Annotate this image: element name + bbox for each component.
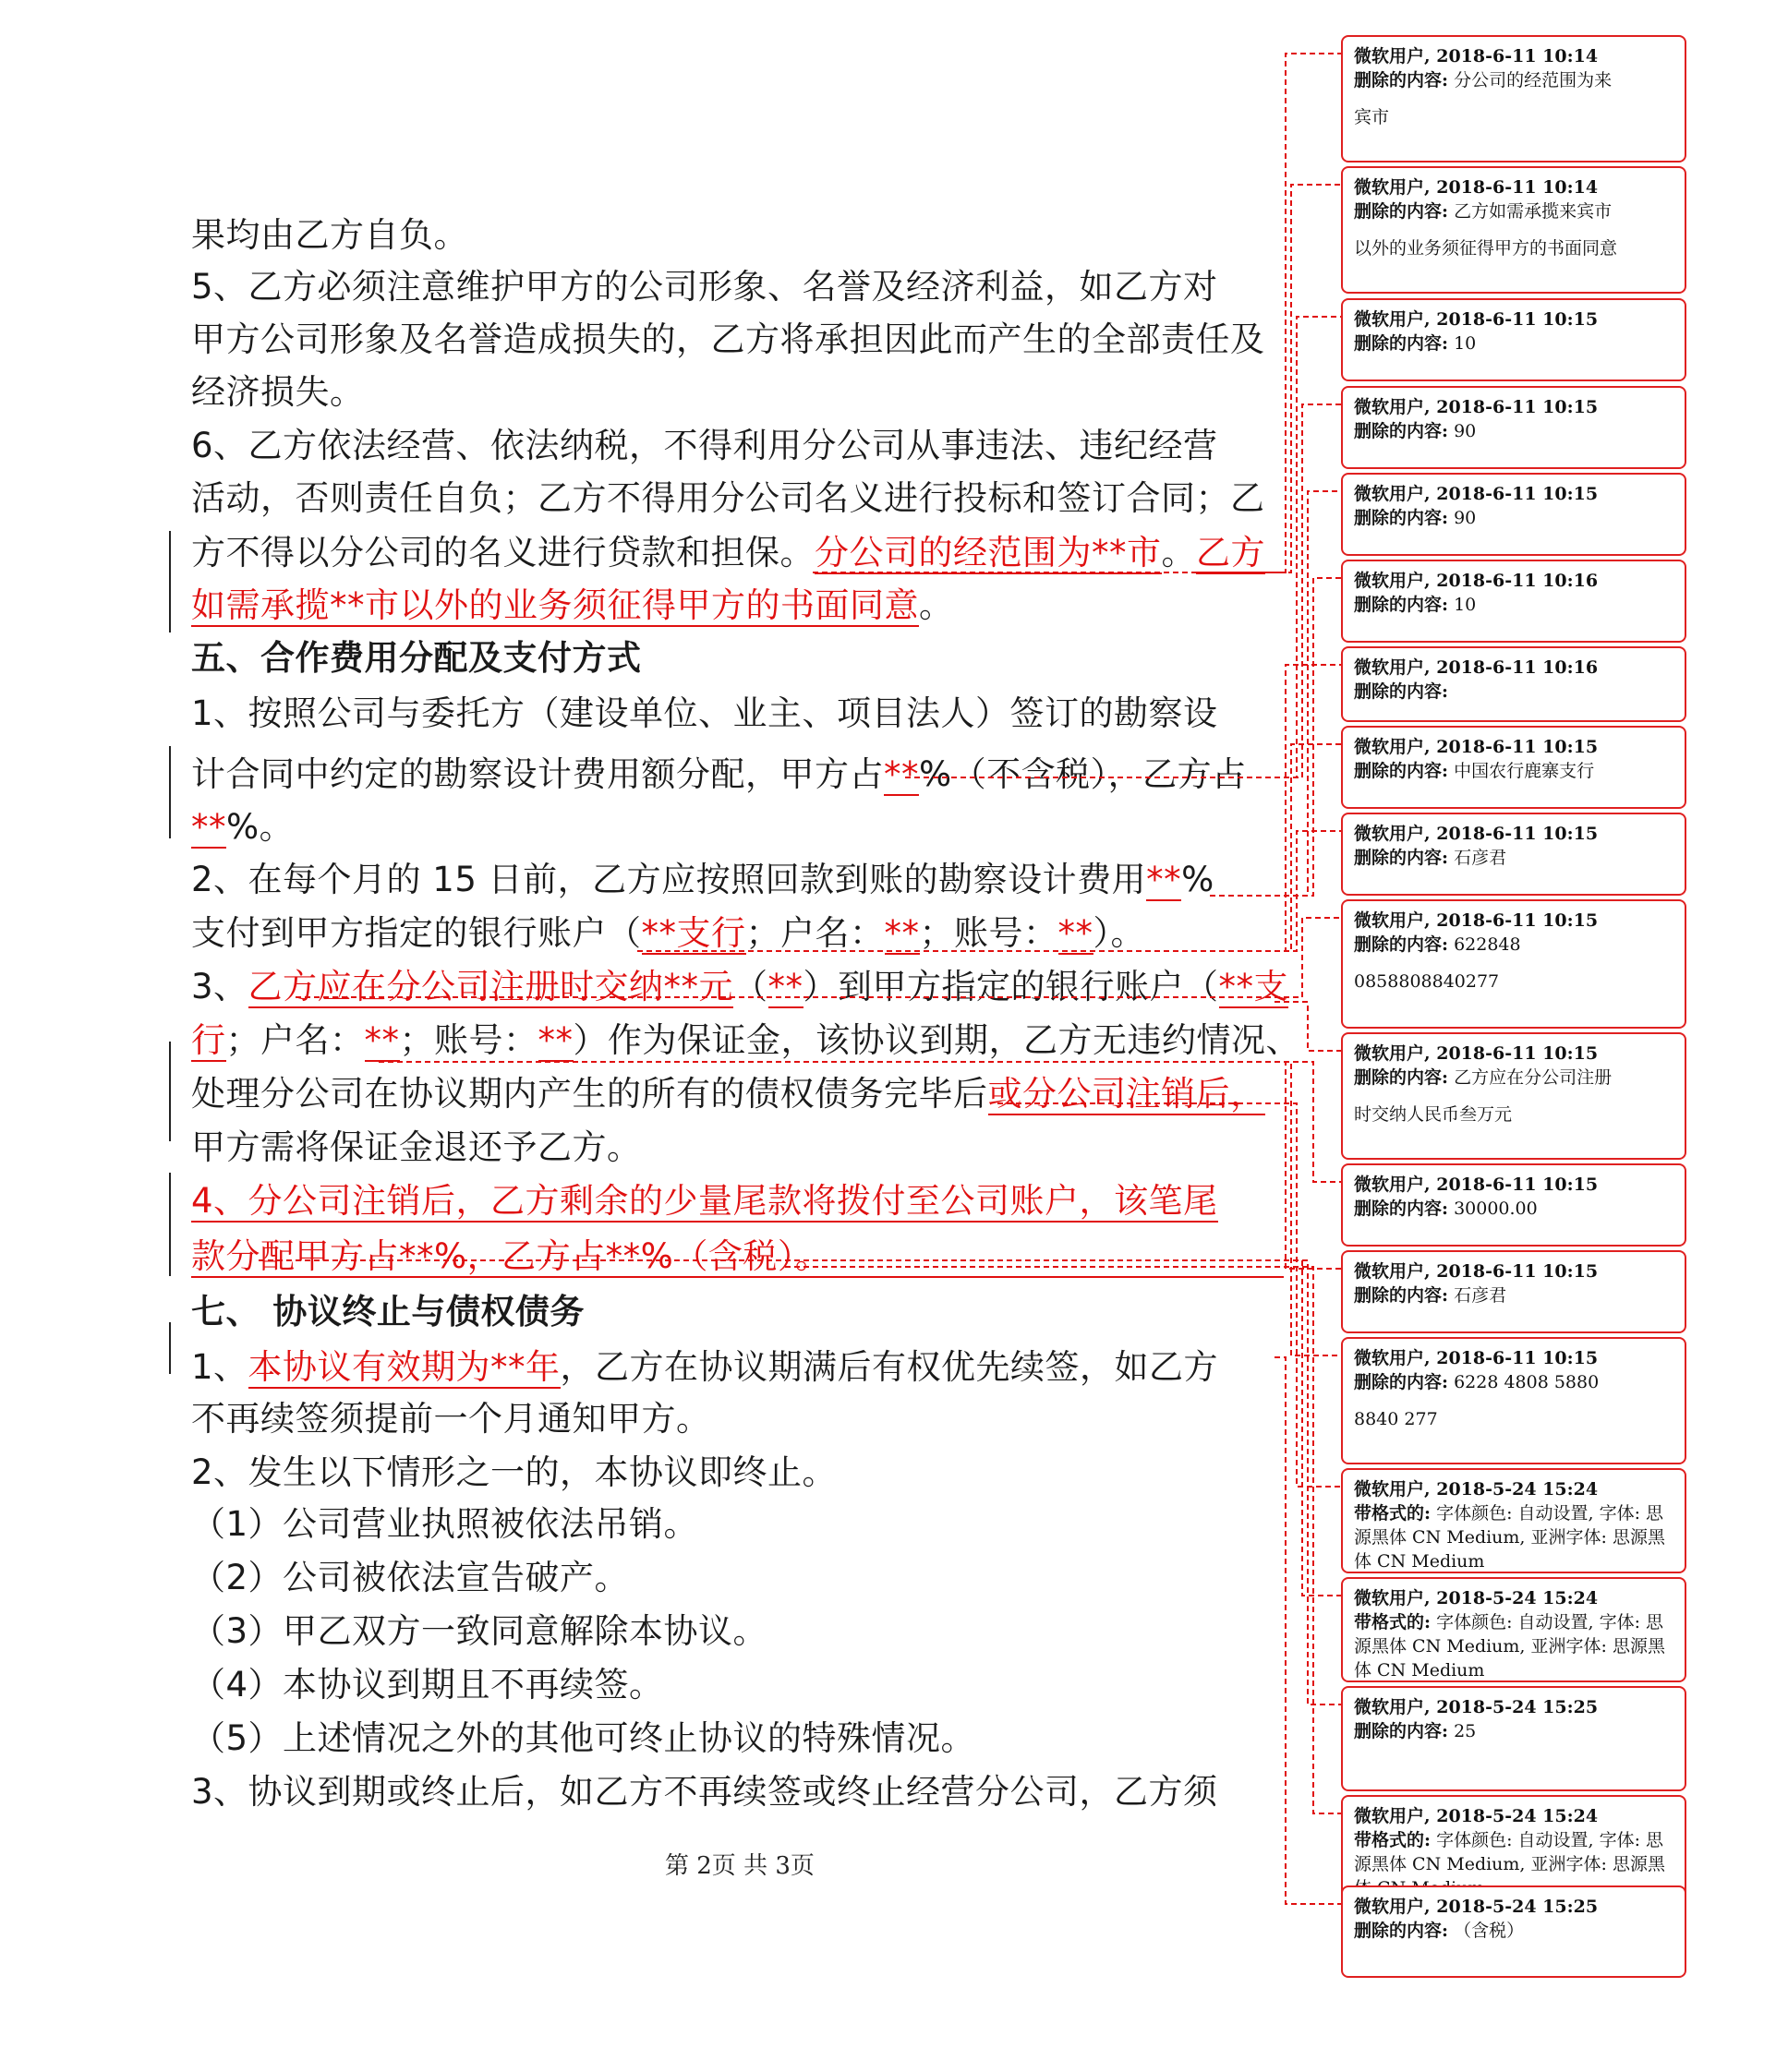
comment-text: 中国农行鹿寨支行 [1454, 761, 1595, 781]
document-line [191, 1610, 767, 1653]
tracked-insertion: ** [767, 967, 803, 1006]
comment-text: 乙方如需承揽来宾市 [1454, 201, 1613, 222]
change-bar [169, 746, 171, 838]
text-run: 1、按照公司与委托方（建设单位、业主、项目法人）签订的勘察设 [191, 693, 1218, 733]
document-line [191, 1073, 1265, 1115]
comment-balloon[interactable] [1341, 386, 1686, 469]
document-line [191, 1664, 664, 1706]
comment-author: 微软用户, 2018-6-11 10:14 [1354, 177, 1599, 198]
document-line [191, 753, 1247, 796]
comment-label: 删除的内容: [1354, 934, 1449, 955]
change-bar [169, 1042, 171, 1141]
comment-author: 微软用户, 2018-5-24 15:24 [1354, 1479, 1599, 1500]
text-run: ）到甲方指定的银行账户（ [803, 967, 1219, 1006]
document-line [191, 912, 1145, 955]
change-bar [169, 1322, 171, 1374]
comment-text: 字体颜色: 自动设置, 字体: 思源黑体 CN Medium, 亚洲字体: 思源黑 [1354, 1830, 1665, 1874]
tracked-insertion: 或分公司注销后， [987, 1074, 1265, 1114]
text-run: 果均由乙方自负。 [191, 215, 468, 255]
text-run: %（不含税），乙方占 [919, 754, 1247, 794]
comment-text: 622848 [1454, 934, 1521, 955]
comment-balloon[interactable] [1341, 1250, 1686, 1333]
document-line [191, 1557, 629, 1599]
comment-text-continued: 8840 277 [1354, 1409, 1438, 1429]
comment-label: 删除的内容: [1354, 1372, 1449, 1392]
text-run: 处理分公司在协议期内产生的所有的债权债务完毕后 [191, 1074, 988, 1114]
comment-label: 删除的内容: [1354, 421, 1449, 441]
text-run: 6、乙方依法经营、依法纳税，不得利用分公司从事违法、违纪经营 [191, 426, 1218, 465]
text-run: ；账号： [919, 913, 1058, 953]
text-run: （4）本协议到期且不再续签。 [191, 1665, 664, 1705]
text-run: 1、 [191, 1347, 248, 1387]
comment-balloon[interactable] [1341, 1686, 1686, 1791]
comment-balloon[interactable] [1341, 899, 1686, 1029]
comment-text: 90 [1454, 508, 1477, 528]
text-run: （2）公司被依法宣告破产。 [191, 1558, 630, 1597]
comment-label: 删除的内容: [1354, 848, 1449, 868]
comment-text: 25 [1454, 1721, 1477, 1741]
tracked-insertion: ** [884, 913, 920, 953]
tracked-insertion: 本协议有效期为**年 [248, 1347, 561, 1387]
tracked-insertion: 行 [191, 1020, 226, 1060]
section-heading: 五、合作费用分配及支付方式 [191, 638, 642, 678]
comment-text-continued: 以外的业务须征得甲方的书面同意 [1354, 238, 1618, 259]
comment-balloon[interactable] [1341, 473, 1686, 556]
document-line [191, 319, 1265, 361]
text-run: ）作为保证金，该协议到期，乙方无违约情况、 [573, 1020, 1300, 1060]
comment-author: 微软用户, 2018-6-11 10:15 [1354, 910, 1599, 931]
document-line [191, 1771, 1218, 1813]
comment-author: 微软用户, 2018-5-24 15:25 [1354, 1697, 1599, 1717]
comment-author: 微软用户, 2018-6-11 10:16 [1354, 571, 1599, 591]
comment-author: 微软用户, 2018-6-11 10:15 [1354, 824, 1599, 844]
text-run: ，乙方在协议期满后有权优先续签，如乙方 [560, 1347, 1219, 1387]
comment-author: 微软用户, 2018-6-11 10:15 [1354, 1261, 1599, 1282]
text-run: 甲方需将保证金退还予乙方。 [191, 1127, 642, 1167]
document-line [191, 693, 1218, 735]
comment-text: 6228 4808 5880 [1454, 1372, 1600, 1392]
comment-text-continued: 0858808840277 [1354, 971, 1500, 992]
tracked-insertion: ** [191, 807, 226, 847]
text-run: 经济损失。 [191, 372, 365, 412]
comment-label: 带格式的: [1354, 1830, 1432, 1850]
text-run: 计合同中约定的勘察设计费用额分配，甲方占 [191, 754, 884, 794]
document-line [191, 1235, 829, 1278]
comment-balloon[interactable] [1341, 726, 1686, 809]
text-run: ；户名： [745, 913, 885, 953]
page-footer: 第 2页 共 3页 [665, 1852, 815, 1880]
comment-text: 10 [1454, 333, 1477, 354]
document-line [191, 1717, 975, 1760]
comment-author: 微软用户, 2018-6-11 10:15 [1354, 1175, 1599, 1195]
comment-balloon[interactable] [1341, 1163, 1686, 1247]
comment-author: 微软用户, 2018-6-11 10:16 [1354, 657, 1599, 678]
comment-text: 10 [1454, 595, 1477, 615]
text-run: 活动，否则责任自负；乙方不得用分公司名义进行投标和签订合同；乙 [191, 478, 1265, 518]
comment-label: 删除的内容: [1354, 201, 1449, 222]
document-line [191, 477, 1265, 520]
comment-text-continued: 时交纳人民币叁万元 [1354, 1104, 1513, 1125]
text-run: %。 [226, 807, 295, 847]
comment-label: 删除的内容: [1354, 333, 1449, 354]
comment-label: 删除的内容: [1354, 1721, 1449, 1741]
comment-author: 微软用户, 2018-6-11 10:15 [1354, 737, 1599, 757]
document-line [191, 584, 954, 627]
document-line [191, 859, 1214, 901]
tracked-insertion: 乙方 [1196, 533, 1265, 572]
document-line [191, 425, 1218, 467]
text-run: （ [733, 967, 768, 1006]
comment-text: 字体颜色: 自动设置, 字体: 思源黑体 CN Medium, 亚洲字体: 思源黑体 CN Medium [1354, 1612, 1665, 1680]
text-run: 3、 [191, 967, 248, 1006]
document-line [191, 1291, 585, 1333]
text-run: 甲方公司形象及名誉造成损失的，乙方将承担因此而产生的全部责任及 [191, 319, 1265, 359]
comment-author: 微软用户, 2018-6-11 10:15 [1354, 309, 1599, 330]
document-line [191, 1452, 837, 1494]
text-run: 3、协议到期或终止后，如乙方不再续签或终止经营分公司，乙方须 [191, 1772, 1218, 1812]
document-line [191, 214, 468, 257]
text-run: 方不得以分公司的名义进行贷款和担保。 [191, 533, 815, 572]
comment-author: 微软用户, 2018-6-11 10:15 [1354, 397, 1599, 417]
comment-text: （含税） [1454, 1921, 1525, 1941]
text-run: ）。 [1093, 913, 1145, 953]
comment-balloon[interactable] [1341, 35, 1686, 163]
comment-balloon[interactable] [1341, 298, 1686, 381]
comment-author: 微软用户, 2018-5-24 15:25 [1354, 1897, 1599, 1917]
tracked-insertion: ** [1146, 860, 1182, 899]
comment-label: 删除的内容: [1354, 1285, 1449, 1306]
change-bar [169, 1173, 171, 1276]
text-run: 不再续签须提前一个月通知甲方。 [191, 1399, 711, 1439]
comment-label: 删除的内容: [1354, 1067, 1449, 1088]
document-line [191, 637, 642, 680]
document-line [191, 1398, 711, 1440]
text-run: （5）上述情况之外的其他可终止协议的特殊情况。 [191, 1718, 976, 1758]
document-line [191, 371, 365, 414]
tracked-insertion: **支 [1218, 967, 1289, 1006]
comment-text: 乙方应在分公司注册 [1454, 1067, 1613, 1088]
tracked-insertion: ** [538, 1020, 574, 1060]
comment-text: 90 [1454, 421, 1477, 441]
comment-label: 删除的内容: [1354, 761, 1449, 781]
comment-balloon[interactable] [1341, 560, 1686, 643]
comment-text: 石彦君 [1454, 848, 1507, 868]
comment-author: 微软用户, 2018-6-11 10:15 [1354, 1348, 1599, 1368]
comment-label: 删除的内容: [1354, 70, 1449, 90]
comment-label: 删除的内容: [1354, 1199, 1449, 1219]
tracked-insertion: 乙方应在分公司注册时交纳**元 [248, 967, 734, 1006]
comment-label: 带格式的: [1354, 1503, 1432, 1524]
tracked-insertion: 分公司的经范围为**市 [815, 533, 1162, 572]
text-run: （3）甲乙双方一致同意解除本协议。 [191, 1611, 768, 1651]
comment-label: 删除的内容: [1354, 595, 1449, 615]
comment-text: 石彦君 [1454, 1285, 1507, 1306]
document-line [191, 966, 1288, 1008]
comment-label: 删除的内容: [1354, 508, 1449, 528]
document-line [191, 1180, 1218, 1223]
tracked-insertion: ** [1057, 913, 1093, 953]
comment-balloon[interactable] [1341, 1577, 1686, 1682]
comment-balloon[interactable] [1341, 1468, 1686, 1573]
comment-author: 微软用户, 2018-6-11 10:15 [1354, 484, 1599, 504]
section-heading: 七、 协议终止与债权债务 [191, 1292, 585, 1331]
comment-balloon[interactable] [1341, 1337, 1686, 1464]
tracked-insertion: **支行 [641, 913, 746, 953]
text-run: % [1181, 860, 1214, 899]
document-line [191, 532, 1265, 574]
comment-label: 删除的内容: [1354, 1921, 1449, 1941]
comment-label: 删除的内容: [1354, 681, 1449, 702]
tracked-insertion: 4、分公司注销后，乙方剩余的少量尾款将拨付至公司账户，该笔尾 [191, 1181, 1218, 1221]
document-line [191, 1346, 1218, 1389]
comment-balloon[interactable] [1341, 646, 1686, 722]
text-run: （1）公司营业执照被依法吊销。 [191, 1504, 699, 1544]
text-run: 支付到甲方指定的银行账户（ [191, 913, 642, 953]
text-run: ；账号： [399, 1020, 538, 1060]
change-bar [169, 531, 171, 632]
comment-balloon[interactable] [1341, 1885, 1686, 1978]
comment-text: 字体颜色: 自动设置, 字体: 思源黑体 CN Medium, 亚洲字体: 思源黑体 CN Medium [1354, 1503, 1665, 1572]
document-line [191, 1019, 1300, 1062]
text-run: ；户名： [225, 1020, 365, 1060]
tracked-insertion: 如需承揽**市以外的业务须征得甲方的书面同意 [191, 585, 919, 625]
tracked-insertion: ** [364, 1020, 400, 1060]
comment-balloon[interactable] [1341, 1795, 1686, 1900]
comment-author: 微软用户, 2018-6-11 10:15 [1354, 1043, 1599, 1064]
text-run: 。 [1161, 533, 1196, 572]
document-line [191, 1126, 642, 1169]
tracked-insertion: ** [884, 754, 919, 794]
comment-author: 微软用户, 2018-5-24 15:24 [1354, 1588, 1599, 1608]
comment-text-continued: 宾市 [1354, 107, 1390, 127]
comment-label: 带格式的: [1354, 1612, 1432, 1632]
comment-balloon[interactable] [1341, 813, 1686, 896]
comment-author: 微软用户, 2018-5-24 15:24 [1354, 1806, 1599, 1826]
document-line [191, 806, 294, 849]
text-run: 。 [919, 585, 954, 625]
text-run: 2、在每个月的 15 日前，乙方应按照回款到账的勘察设计费用 [191, 860, 1147, 899]
text-run: 5、乙方必须注意维护甲方的公司形象、名誉及经济利益，如乙方对 [191, 267, 1218, 307]
text-run: 2、发生以下情形之一的，本协议即终止。 [191, 1452, 838, 1492]
comment-text: 30000.00 [1454, 1199, 1538, 1219]
comment-author: 微软用户, 2018-6-11 10:14 [1354, 46, 1599, 66]
comment-text: 分公司的经范围为来 [1454, 70, 1613, 90]
comment-balloon[interactable] [1341, 1032, 1686, 1160]
comment-balloon[interactable] [1341, 166, 1686, 294]
document-line [191, 1503, 698, 1546]
tracked-insertion: 款分配甲方占**%，乙方占**%（含税）。 [191, 1236, 830, 1276]
document-line [191, 266, 1218, 308]
